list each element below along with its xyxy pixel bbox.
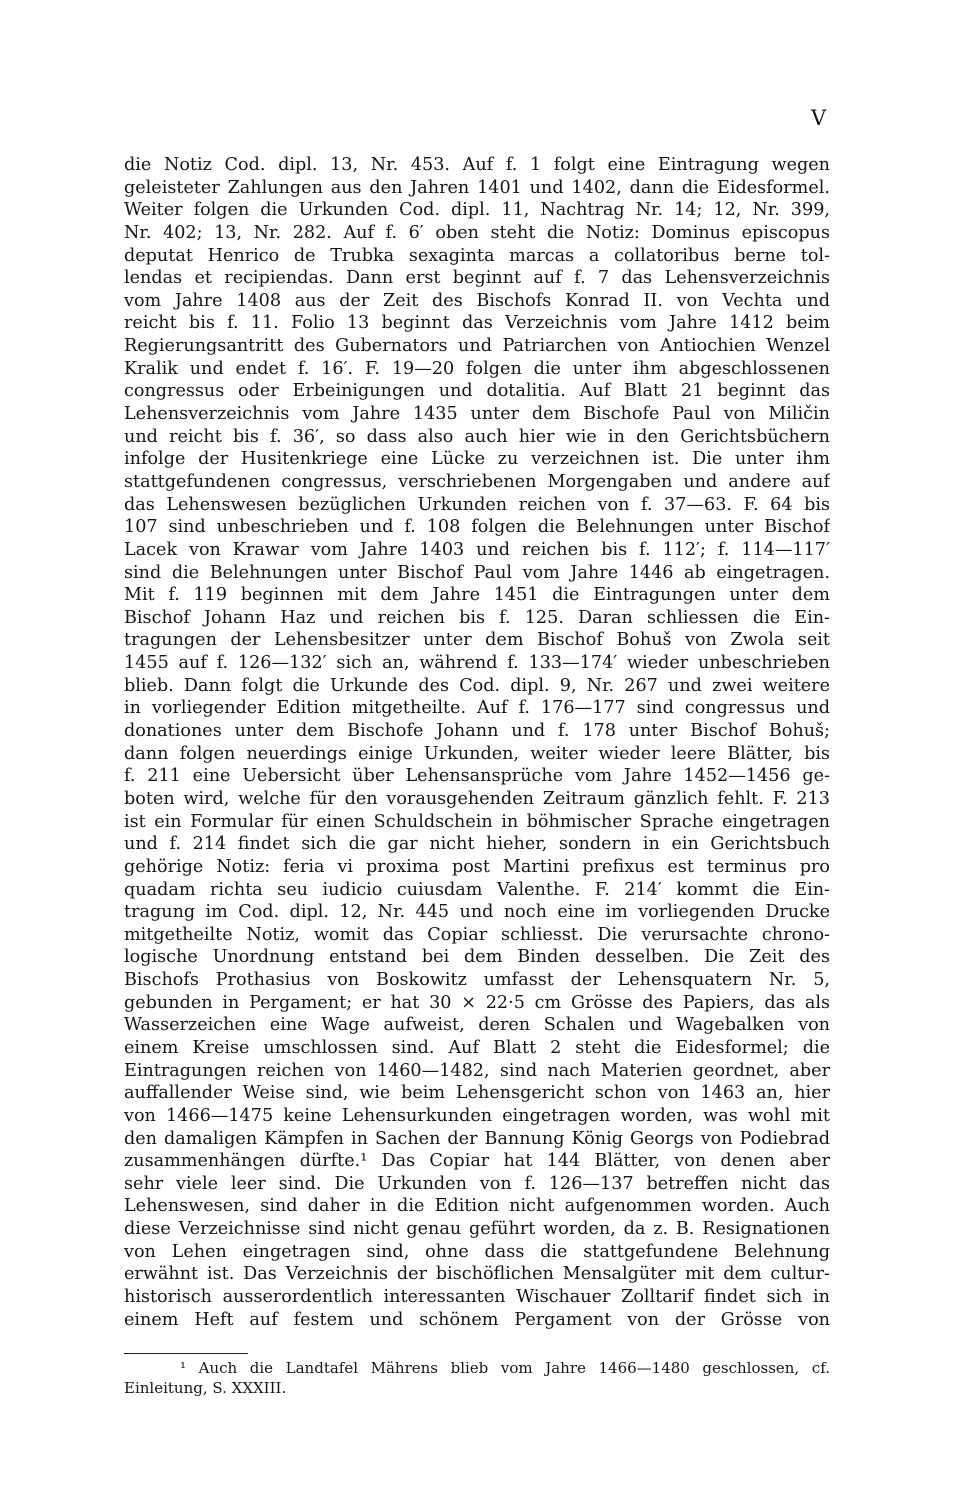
text-line: die Notiz Cod. dipl. 13, Nr. 453. Auf f. 1 folgt eine Eintragung wegen [124, 155, 830, 175]
text-line: den damaligen Kämpfen in Sachen der Bannung König Georgs von Podiebrad [124, 1128, 830, 1149]
text-line: stattgefundenen congressus, verschriebenen Morgengaben und andere auf [124, 471, 830, 492]
text-line: dann folgen neuerdings einige Urkunden, weiter wieder leere Blätter, bis [124, 743, 830, 764]
footnote-divider [124, 1353, 248, 1354]
text-line: einem Heft auf festem und schönem Pergament von der Grösse von [124, 1309, 830, 1330]
text-line: zusammenhängen dürfte.¹ Das Copiar hat 144 Blätter, von denen aber [124, 1151, 830, 1172]
text-line: diese Verzeichnisse sind nicht genau geführt worden, da z. B. Resignationen [124, 1219, 830, 1240]
text-line: blieb. Dann folgt die Urkunde des Cod. dipl. 9, Nr. 267 und zwei weitere [124, 675, 830, 696]
text-line: tragungen der Lehensbesitzer unter dem Bischof Bohuš von Zwola seit [124, 630, 830, 651]
text-line: einem Kreise umschlossen sind. Auf Blatt 2 steht die Eidesformel; die [124, 1037, 830, 1058]
text-line: und reicht bis f. 36′, so dass also auch hier wie in den Gerichtsbüchern [124, 426, 830, 447]
text-line: lendas et recipiendas. Dann erst beginnt auf f. 7 das Lehensverzeichnis [124, 268, 830, 289]
text-line: f. 211 eine Uebersicht über Lehensansprüche vom Jahre 1452—1456 ge- [124, 766, 830, 787]
text-line: Weiter folgen die Urkunden Cod. dipl. 11, Nachtrag Nr. 14; 12, Nr. 399, [124, 200, 830, 221]
body-text [124, 154, 830, 1331]
text-line: geleisteter Zahlungen aus den Jahren 1401 und 1402, dann die Eidesformel. [124, 177, 830, 198]
text-line: donationes unter dem Bischofe Johann und f. 178 unter Bischof Bohuš; [124, 721, 830, 742]
text-line: Eintragungen reichen von 1460—1482, sind nach Materien geordnet, aber [124, 1060, 830, 1081]
text-line: ist ein Formular für einen Schuldschein in böhmischer Sprache eingetragen [124, 811, 830, 832]
footnote-line: Einleitung, S. XXXIII. [124, 1379, 287, 1397]
text-line: Bischofs Prothasius von Boskowitz umfasst der Lehensquatern Nr. 5, [124, 970, 830, 991]
text-line: Kralik und endet f. 16′. F. 19—20 folgen die unter ihm abgeschlossenen [124, 358, 830, 379]
text-line: boten wird, welche für den vorausgehenden Zeitraum gänzlich fehlt. F. 213 [124, 788, 830, 809]
text-line: congressus oder Erbeinigungen und dotalitia. Auf Blatt 21 beginnt das [124, 381, 830, 402]
text-line: tragung im Cod. dipl. 12, Nr. 445 und noch eine im vorliegenden Drucke [124, 902, 830, 923]
text-line: logische Unordnung entstand bei dem Binden desselben. Die Zeit des [124, 947, 830, 968]
text-line: quadam richta seu iudicio cuiusdam Valenthe. F. 214′ kommt die Ein- [124, 879, 830, 900]
text-line: von Lehen eingetragen sind, ohne dass die stattgefundene Belehnung [124, 1241, 830, 1262]
text-line: und f. 214 findet sich die gar nicht hieher, sondern in ein Gerichtsbuch [124, 834, 830, 855]
text-line: sehr viele leer sind. Die Urkunden von f. 126—137 betreffen nicht das [124, 1173, 830, 1194]
text-line: erwähnt ist. Das Verzeichnis der bischöflichen Mensalgüter mit dem cultur- [124, 1264, 830, 1285]
text-line: vom Jahre 1408 aus der Zeit des Bischofs Konrad II. von Vechta und [124, 290, 830, 311]
text-line: das Lehenswesen bezüglichen Urkunden reichen von f. 37—63. F. 64 bis [124, 494, 830, 515]
text-line: sind die Belehnungen unter Bischof Paul vom Jahre 1446 ab eingetragen. [124, 562, 830, 583]
page-number: V [811, 106, 827, 130]
text-line: gebunden in Pergament; er hat 30 × 22·5 cm Grösse des Papiers, das als [124, 992, 830, 1013]
text-line: reicht bis f. 11. Folio 13 beginnt das Verzeichnis vom Jahre 1412 beim [124, 313, 830, 334]
text-line: 107 sind unbeschrieben und f. 108 folgen die Belehnungen unter Bischof [124, 517, 830, 538]
text-line: deputat Henrico de Trubka sexaginta marcas a collatoribus berne tol- [124, 245, 830, 266]
text-line: Lehenswesen, sind daher in die Edition nicht aufgenommen worden. Auch [124, 1196, 830, 1217]
text-line: infolge der Husitenkriege eine Lücke zu verzeichnen ist. Die unter ihm [124, 449, 830, 470]
text-line: gehörige Notiz: feria vi proxima post Martini prefixus est terminus pro [124, 856, 830, 877]
text-line: auffallender Weise sind, wie beim Lehensgericht schon von 1463 an, hier [124, 1083, 830, 1104]
footnote-line: ¹ Auch die Landtafel Mährens blieb vom Jahre 1466—1480 geschlossen, cf. [180, 1359, 830, 1377]
text-line: Nr. 402; 13, Nr. 282. Auf f. 6′ oben steht die Notiz: Dominus episcopus [124, 222, 830, 243]
footnote [124, 1358, 830, 1398]
text-line: historisch ausserordentlich interessanten Wischauer Zolltarif findet sich in [124, 1287, 830, 1308]
text-line: Wasserzeichen eine Wage aufweist, deren Schalen und Wagebalken von [124, 1015, 830, 1036]
text-line: Lehensverzeichnis vom Jahre 1435 unter dem Bischofe Paul von Miličin [124, 404, 830, 425]
text-line: in vorliegender Edition mitgetheilte. Auf f. 176—177 sind congressus und [124, 698, 830, 719]
text-line: Lacek von Krawar vom Jahre 1403 und reichen bis f. 112′; f. 114—117′ [124, 539, 830, 560]
text-line: Regierungsantritt des Gubernators und Patriarchen von Antiochien Wenzel [124, 336, 830, 357]
text-line: Bischof Johann Haz und reichen bis f. 125. Daran schliessen die Ein- [124, 607, 830, 628]
text-line: mitgetheilte Notiz, womit das Copiar schliesst. Die verursachte chrono- [124, 924, 830, 945]
text-line: von 1466—1475 keine Lehensurkunden eingetragen worden, was wohl mit [124, 1105, 830, 1126]
text-line: Mit f. 119 beginnen mit dem Jahre 1451 die Eintragungen unter dem [124, 585, 830, 606]
text-line: 1455 auf f. 126—132′ sich an, während f. 133—174′ wieder unbeschrieben [124, 653, 830, 674]
